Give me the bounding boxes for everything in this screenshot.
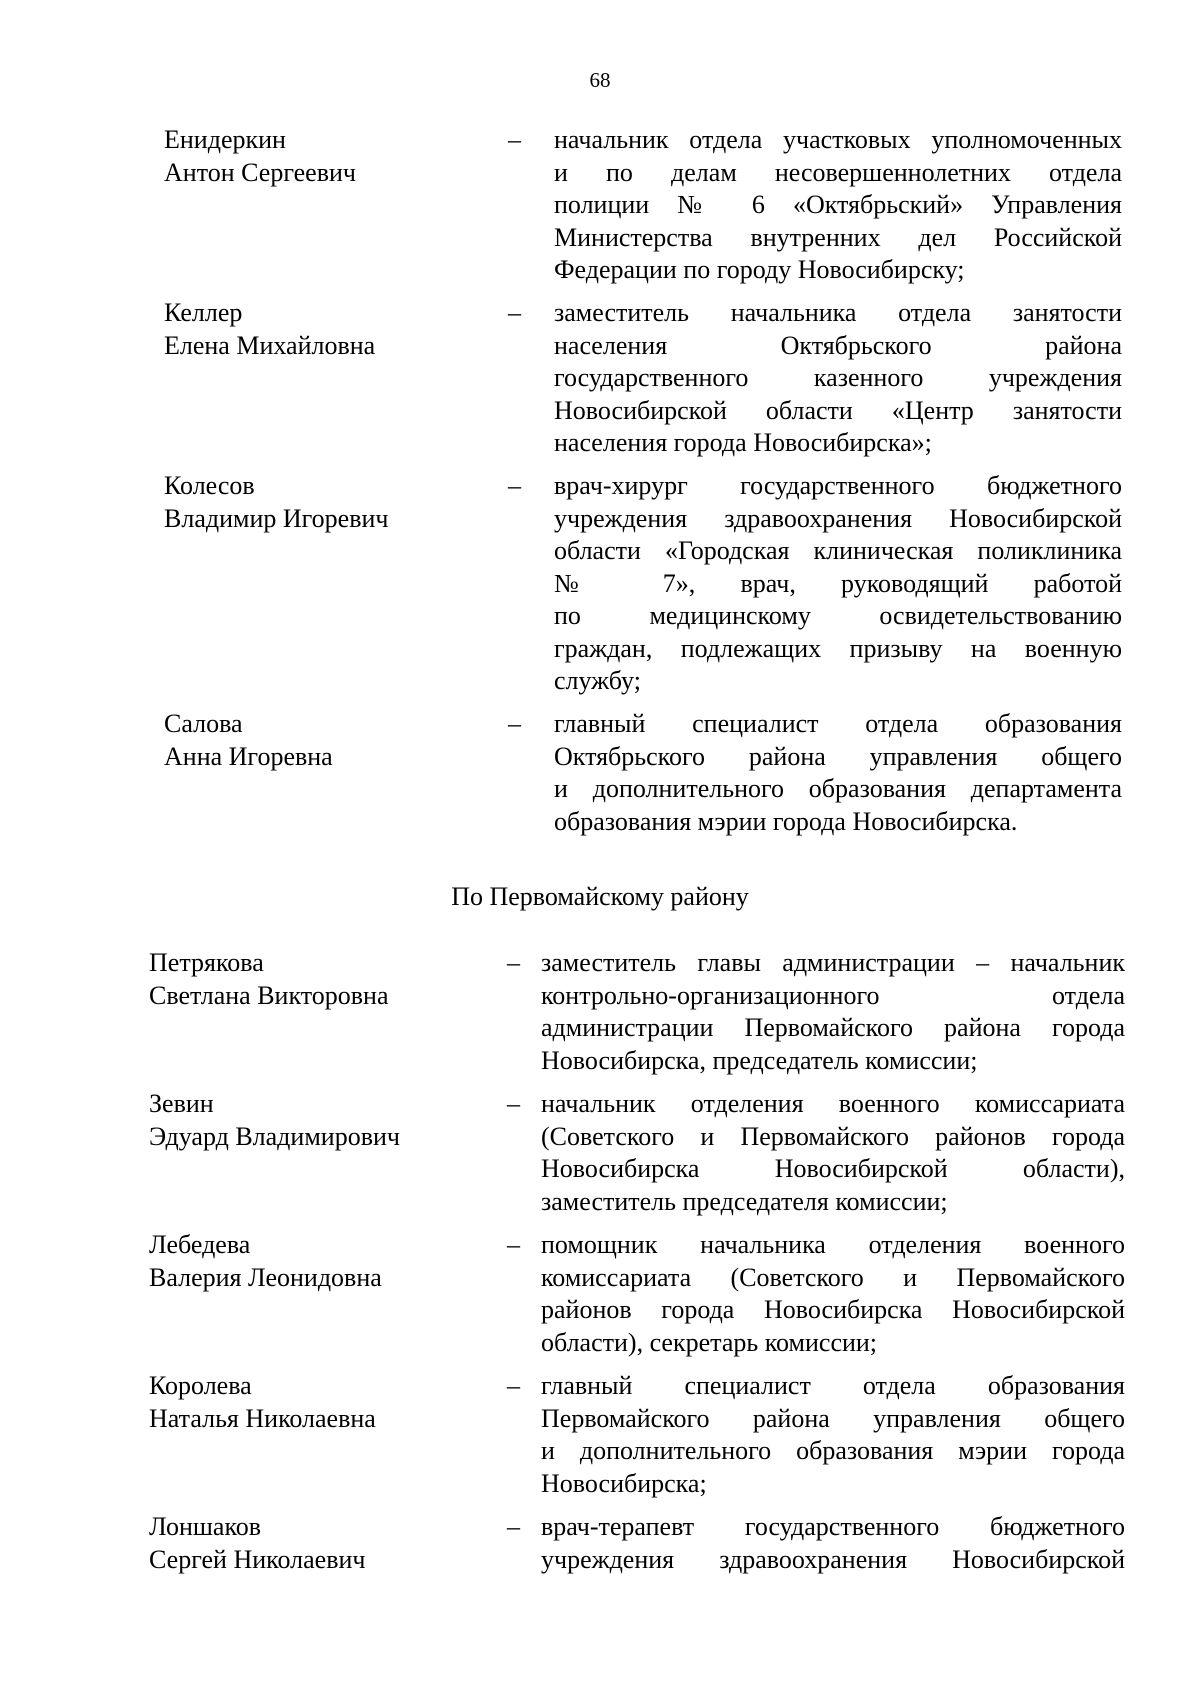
member-position [541, 1511, 1125, 1576]
position-line: администрации Первомайского района города [541, 1013, 1125, 1042]
member-name [149, 947, 388, 1012]
position-line: образования мэрии города Новосибирска. [554, 806, 1018, 836]
position-line: по медицинскому освидетельствованию [554, 601, 1122, 630]
position-line: Новосибирской области «Центр занятости [554, 395, 1122, 425]
position-line: заместитель начальника отдела занятости [554, 298, 1122, 327]
dash-separator: – [507, 1512, 520, 1541]
position-line: Министерства внутренних дел Российской [554, 222, 1122, 252]
member-name [164, 297, 375, 362]
position-line: учреждения здравоохранения Новосибирской [541, 1544, 1125, 1574]
member-position [554, 124, 1122, 287]
member-given-names: Владимир Игоревич [164, 503, 389, 533]
member-name [149, 1370, 376, 1435]
position-line: и дополнительного образования мэрии города [541, 1436, 1125, 1465]
position-line: районов города Новосибирска Новосибирской [541, 1295, 1125, 1324]
position-line: Первомайского района управления общего [541, 1403, 1125, 1433]
position-line: контрольно-организационного отдела [541, 980, 1125, 1010]
member-position [541, 1370, 1125, 1500]
member-surname: Колесов [164, 471, 255, 500]
member-given-names: Наталья Николаевна [149, 1403, 376, 1433]
dash-separator: – [507, 948, 520, 977]
position-line: Новосибирска; [541, 1468, 707, 1498]
position-line: граждан, подлежащих призыву на военную [554, 633, 1122, 663]
member-position [554, 470, 1122, 698]
position-line: начальник отдела участковых уполномоченных [554, 125, 1122, 154]
member-position [541, 1229, 1125, 1359]
position-line: № 7», врач, руководящий работой [554, 568, 1122, 598]
position-line: и по делам несовершеннолетних отдела [554, 157, 1122, 187]
position-line: Новосибирска Новосибирской области), [541, 1154, 1125, 1183]
position-line: заместитель председателя комиссии; [541, 1186, 948, 1216]
dash-separator: – [507, 1230, 520, 1259]
position-line: области), секретарь комиссии; [541, 1327, 878, 1357]
position-line: учреждения здравоохранения Новосибирской [554, 503, 1122, 533]
position-line: главный специалист отдела образования [554, 709, 1122, 738]
section-heading: По Первомайскому району [451, 882, 749, 911]
position-line: населения города Новосибирска»; [554, 428, 932, 457]
dash-separator: – [508, 125, 521, 154]
member-name [149, 1088, 400, 1153]
member-given-names: Светлана Викторовна [149, 980, 389, 1010]
member-name [164, 470, 388, 535]
member-given-names: Антон Сергеевич [164, 157, 356, 187]
position-line: области «Городская клиническая поликлиника [554, 536, 1122, 565]
member-surname: Салова [164, 709, 243, 738]
page-number: 68 [589, 68, 611, 92]
position-line: государственного казенного учреждения [554, 363, 1122, 392]
position-line: Федерации по городу Новосибирску; [554, 255, 965, 284]
position-line: комиссариата (Советского и Первомайского [541, 1262, 1125, 1292]
position-line: заместитель главы администрации – начальник [541, 948, 1125, 977]
position-line: полиции № 6 «Октябрьский» Управления [554, 190, 1122, 219]
member-given-names: Елена Михайловна [164, 330, 376, 360]
position-line: (Советского и Первомайского районов города [541, 1121, 1125, 1151]
member-position [541, 1088, 1125, 1218]
position-line: Новосибирска, председатель комиссии; [541, 1045, 978, 1075]
dash-separator: – [508, 709, 521, 738]
member-surname: Лоншаков [149, 1512, 262, 1541]
position-line: главный специалист отдела образования [541, 1371, 1125, 1400]
dash-separator: – [508, 298, 521, 327]
member-given-names: Валерия Леонидовна [149, 1262, 382, 1292]
position-line: начальник отделения военного комиссариата [541, 1089, 1125, 1118]
member-surname: Королева [149, 1371, 252, 1400]
member-surname: Енидеркин [164, 125, 286, 154]
member-given-names: Сергей Николаевич [149, 1544, 366, 1574]
member-name [164, 124, 356, 189]
member-surname: Петрякова [149, 948, 264, 977]
member-surname: Лебедева [149, 1230, 251, 1259]
member-position [541, 947, 1125, 1077]
position-line: населения Октябрьского района [554, 330, 1122, 360]
member-given-names: Анна Игоревна [164, 741, 333, 771]
member-surname: Зевин [149, 1089, 214, 1118]
member-name [149, 1229, 382, 1294]
member-given-names: Эдуард Владимирович [149, 1121, 400, 1151]
position-line: помощник начальника отделения военного [541, 1230, 1125, 1259]
dash-separator: – [508, 471, 521, 500]
member-name [164, 708, 333, 773]
position-line: службу; [554, 666, 641, 695]
member-name [149, 1511, 365, 1576]
position-line: врач-терапевт государственного бюджетного [541, 1512, 1125, 1541]
member-position [554, 708, 1122, 838]
dash-separator: – [507, 1371, 520, 1400]
position-line: Октябрьского района управления общего [554, 741, 1122, 771]
member-surname: Келлер [164, 298, 243, 327]
dash-separator: – [507, 1089, 520, 1118]
position-line: и дополнительного образования департамента [554, 774, 1122, 803]
member-position [554, 297, 1122, 460]
position-line: врач-хирург государственного бюджетного [554, 471, 1122, 500]
